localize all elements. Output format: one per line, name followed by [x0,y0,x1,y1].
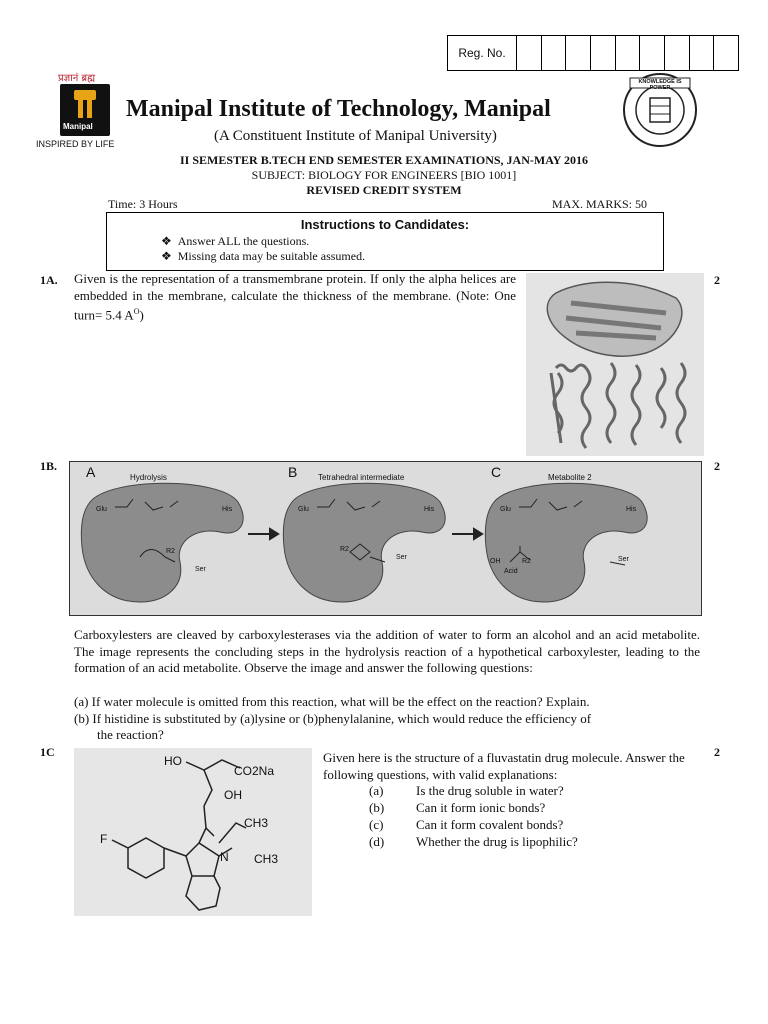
question-1c-item: (a) [369,783,384,798]
question-1c-intro: Given here is the structure of a fluvastatin drug molecule. Answer the following questions, with valid explanations: [323,750,685,782]
instruction-item: ❖ Answer ALL the questions. [161,234,310,248]
instructions-box [106,212,664,271]
question-1b-part-b: (b) If histidine is substituted by (a)lysine or (b)phenylalanine, which would reduce the efficiency of [74,711,592,726]
instruction-item: ❖ Missing data may be suitable assumed. [161,249,366,263]
residue-label: OH [490,558,501,565]
residue-label: R2 [340,546,349,553]
question-marks: 2 [714,273,720,287]
panel-letter: A [86,464,96,480]
panel-caption: Tetrahedral intermediate [318,473,405,482]
question-number: 1B. [40,459,58,473]
question-1c-item: (c) [369,817,384,832]
question-1c-item-text: Can it form ionic bonds? [416,800,546,815]
atom-label: OH [224,788,242,802]
question-number: 1A. [40,273,58,287]
question-1b-part-a: (a) If water molecule is omitted from this reaction, what will be the effect on the reaction? Explain. [74,694,590,709]
fluvastatin-structure-image [74,748,312,916]
hydrolysis-figure [69,461,702,616]
institute-seal-icon [622,72,698,148]
residue-label: Ser [618,556,629,563]
question-1c-item-text: Whether the drug is lipophilic? [416,834,578,849]
reg-no-cell [542,36,567,70]
seal-motto: KNOWLEDGE IS POWER [638,79,682,91]
residue-label: R2 [522,558,531,565]
residue-label: His [424,506,435,513]
residue-label: Acid [504,568,518,575]
reg-no-cell [517,36,542,70]
residue-label: Ser [396,554,407,561]
reg-no-cell [616,36,641,70]
exam-time: Time: 3 Hours [108,197,178,211]
institute-subtitle: (A Constituent Institute of Manipal University) [214,128,497,144]
question-1c-item: (b) [369,800,385,815]
atom-label: F [100,832,108,846]
reg-no-cell [690,36,715,70]
atom-label: CH3 [254,852,279,866]
reg-no-cell [640,36,665,70]
question-1c-item-text: Can it form covalent bonds? [416,817,564,832]
residue-label: Glu [500,506,511,513]
residue-label: Ser [195,566,206,573]
question-1c-item: (d) [369,834,385,849]
question-1b-paragraph: Carboxylesters are cleaved by carboxylesterases via the addition of water to form an alcohol and an acid metabolite. The image represents the concluding steps in the hydrolysis reaction of a hypothetical carboxylester, leading to the formation of an acid metabolite. Observe the image and answer the following questions: [74,627,700,675]
panel-caption: Metabolite 2 [548,473,592,482]
reg-no-cell [591,36,616,70]
question-marks: 2 [714,745,720,759]
institute-title: Manipal Institute of Technology, Manipal [126,96,551,122]
exam-line: II SEMESTER B.TECH END SEMESTER EXAMINATIONS, JAN-MAY 2016 [180,153,588,167]
question-1a-text: Given is the representation of a transmembrane protein. If only the alpha helices are embedded in the membrane, calculate the thickness of the membrane. (Note: One turn= 5.4 $A^O$) [74,271,516,323]
atom-label: N [220,850,229,864]
residue-label: His [626,506,637,513]
logo-tagline: INSPIRED BY LIFE [36,139,115,149]
reg-no-label: Reg. No. [448,36,517,70]
atom-label: CO2Na [234,764,275,778]
residue-label: Glu [96,506,107,513]
reg-no-box [447,35,739,71]
diamond-bullet-icon: ❖ [161,249,172,263]
residue-label: Glu [298,506,309,513]
reg-no-cell [665,36,690,70]
reg-no-cell [714,36,738,70]
residue-label: R2 [166,548,175,555]
atom-label: CH3 [244,816,269,830]
system-line: REVISED CREDIT SYSTEM [306,183,462,197]
instructions-heading: Instructions to Candidates: [300,217,470,232]
panel-letter: C [491,464,502,480]
question-number: 1C [40,745,55,759]
panel-caption: Hydrolysis [130,473,167,482]
reg-no-cell [566,36,591,70]
panel-letter: B [288,464,298,480]
question-1c-item-text: Is the drug soluble in water? [416,783,564,798]
diamond-bullet-icon: ❖ [161,234,172,248]
manipal-logo [36,70,132,152]
question-marks: 2 [714,459,720,473]
logo-motto: प्रज्ञानं ब्रह्म [58,73,96,84]
logo-brand: Manipal [63,122,93,131]
question-1b-part-b-cont: the reaction? [97,727,164,742]
atom-label: HO [164,754,182,768]
subject-line: SUBJECT: BIOLOGY FOR ENGINEERS [BIO 1001] [251,168,517,182]
residue-label: His [222,506,233,513]
max-marks: MAX. MARKS: 50 [552,197,648,211]
protein-structure-image [526,273,704,456]
